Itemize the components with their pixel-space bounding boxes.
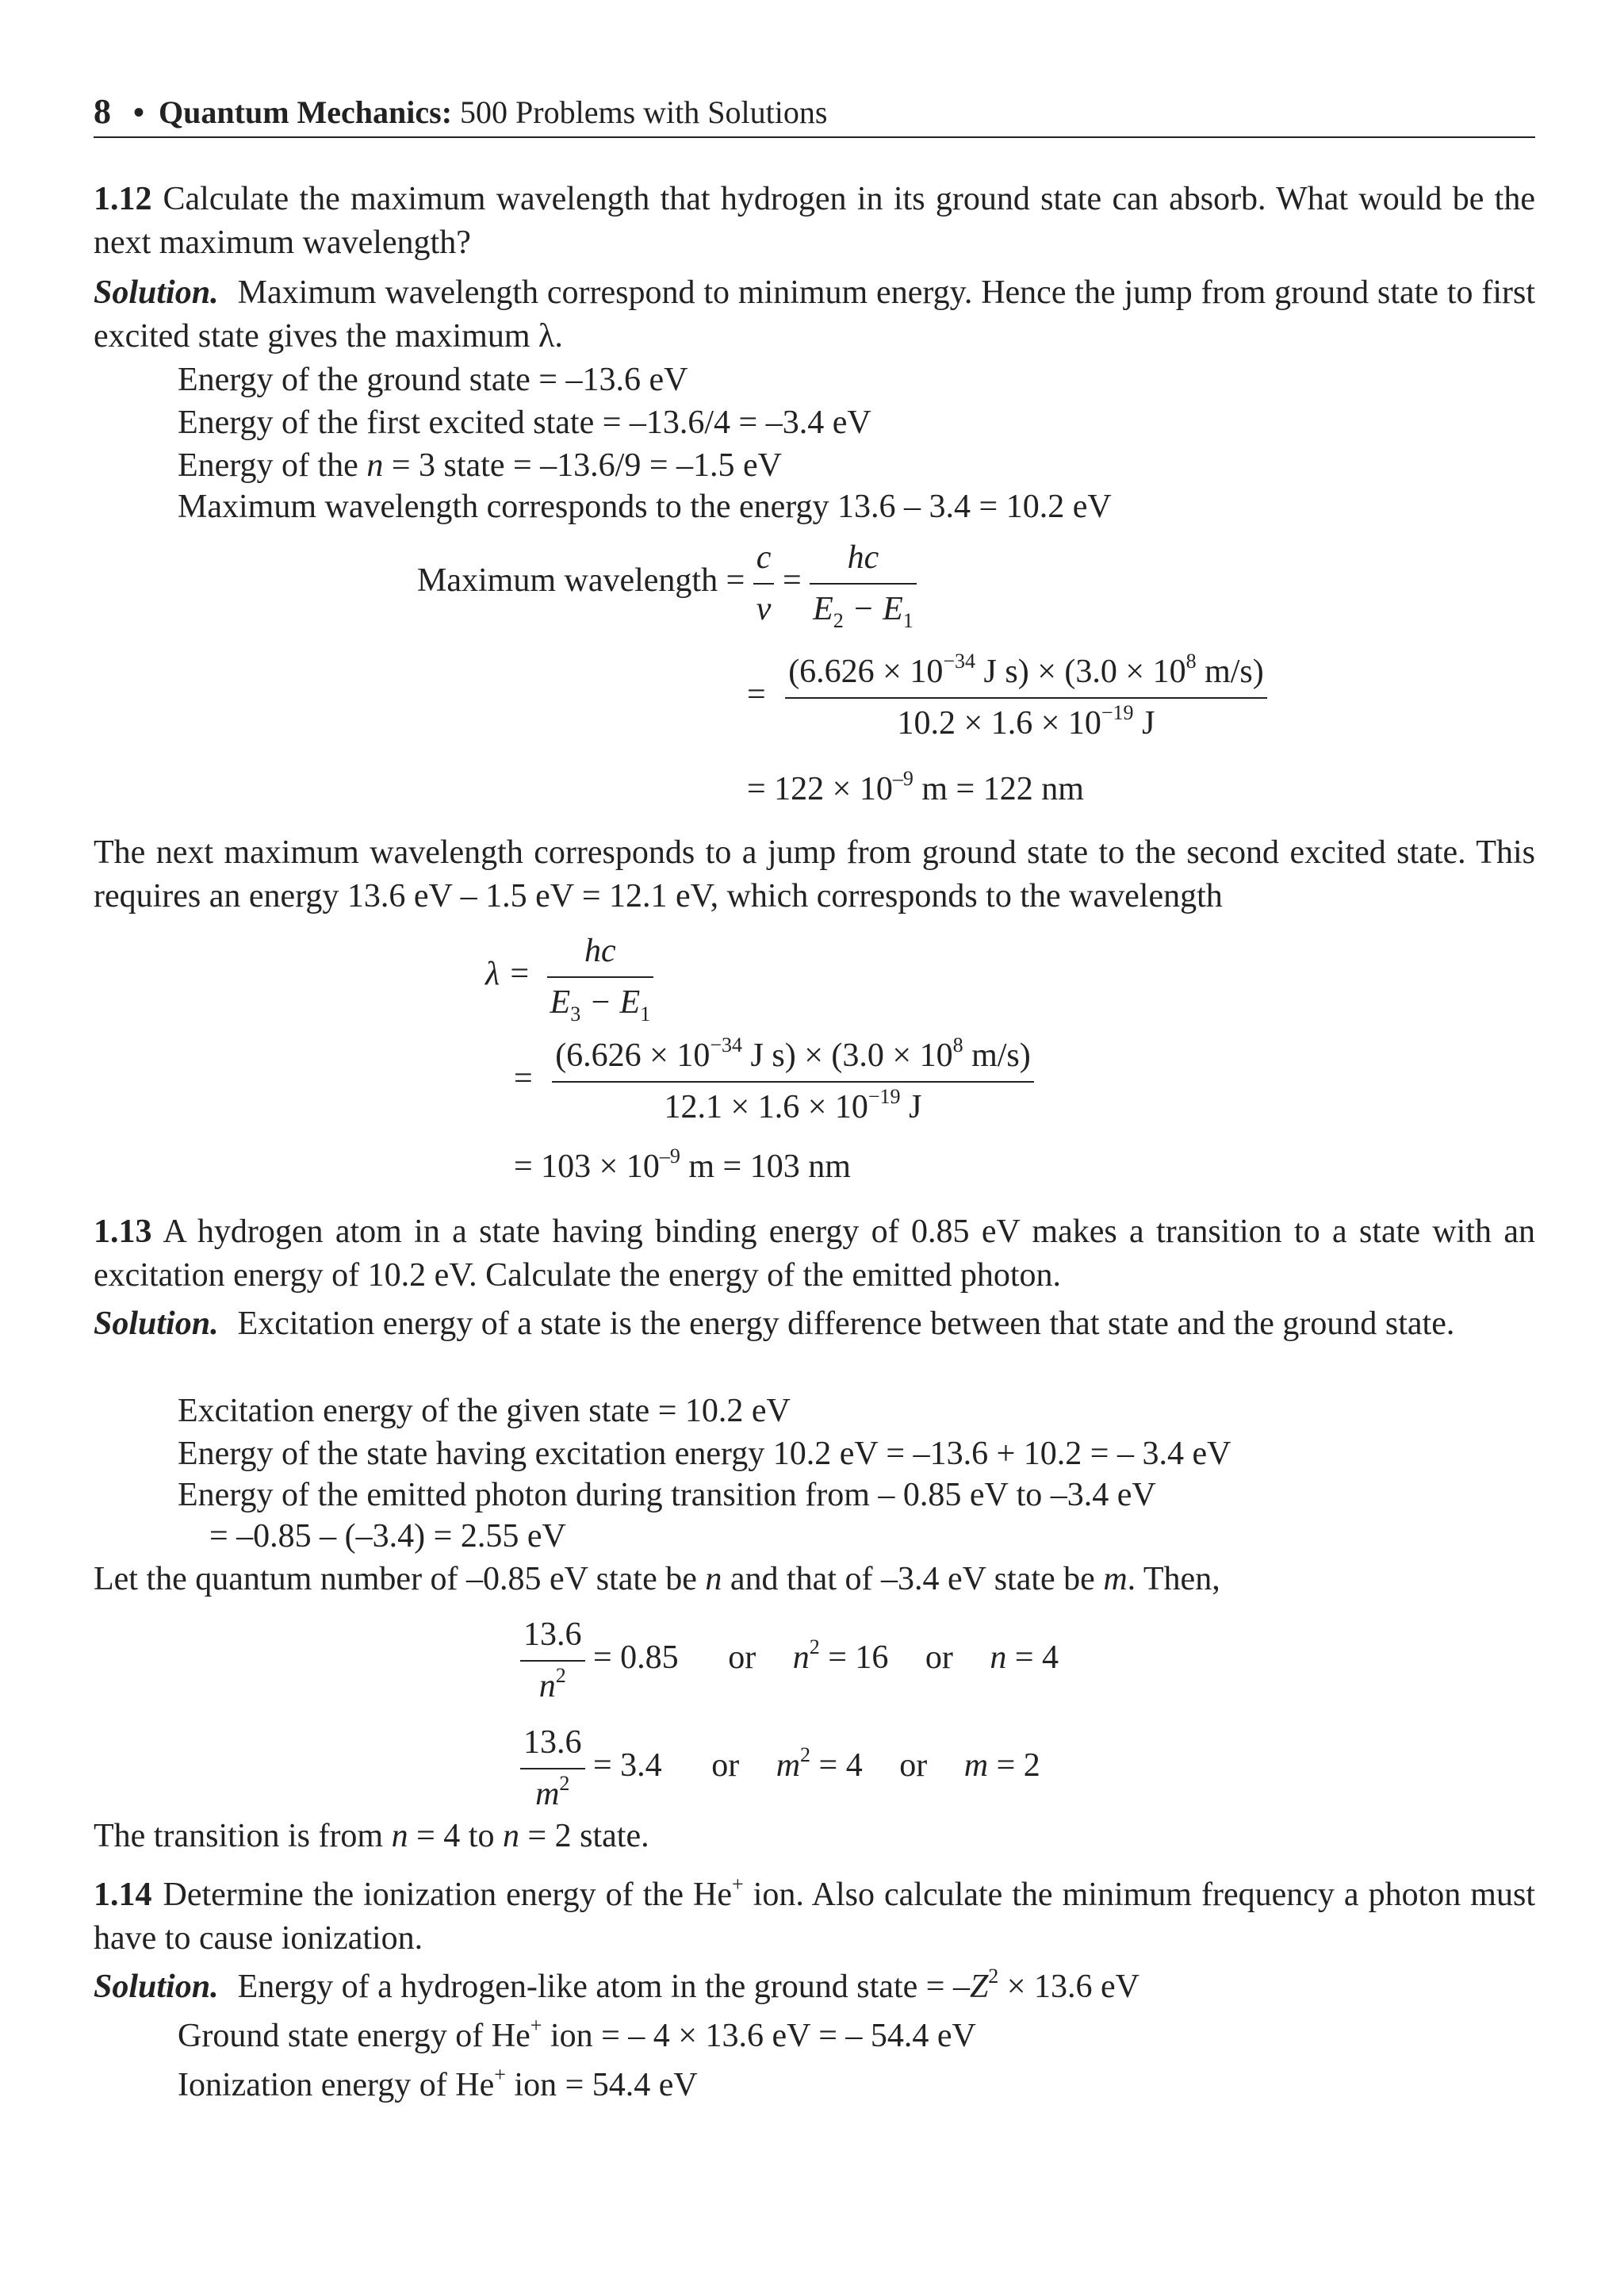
header-bullet: • bbox=[133, 94, 145, 130]
solution-text: Excitation energy of a state is the energy difference between that state and the ground state. bbox=[237, 1305, 1455, 1342]
equation-m: $\frac{13.6}{m^2}$ = 3.4 or $m^2 = 4$ or m = 2 bbox=[520, 1721, 1040, 1815]
solution-line: Ionization energy of He+ ion = 54.4 eV bbox=[178, 2063, 698, 2103]
book-title-bold: Quantum Mechanics: bbox=[159, 94, 453, 130]
fraction: $\frac{(6.626 \times 10^{-34} J s) \times (3.0 \times 10^8 m/s)}{10.2 \times 1.6 \times 10^{-19} J}$ bbox=[785, 650, 1267, 745]
problem-1-12-solution bbox=[94, 271, 1535, 358]
problem-1-14-question: 1.14 Determine the ionization energy of the He+ ion. Also calculate the minimum frequency a photon must have to cause ionization. bbox=[94, 1873, 1535, 1957]
solution-line: = –0.85 – (–3.4) = 2.55 eV bbox=[209, 1518, 566, 1555]
problem-1-12-question bbox=[94, 178, 1535, 264]
equation-lambda: λ = $\frac{hc}{E_3 - E_1}$ bbox=[485, 930, 653, 1024]
equation-substitution: = $\frac{(6.626 \times 10^{-34} J s) \times (3.0 \times 10^8 m/s)}{12.1 \times 1.6 \times 10^{-19} J}$ bbox=[514, 1034, 1034, 1129]
equation-result: = $103 \times 10^{-9}$ m = 103 nm bbox=[514, 1144, 851, 1185]
fraction: $\frac{hc}{E_3 - E_1}$ bbox=[547, 930, 654, 1024]
solution-line: Energy of the state having excitation energy 10.2 eV = –13.6 + 10.2 = – 3.4 eV bbox=[178, 1436, 1231, 1472]
book-title-rest: 500 Problems with Solutions bbox=[460, 94, 828, 130]
equation-substitution: = $\frac{(6.626 \times 10^{-34} J s) \times (3.0 \times 10^8 m/s)}{10.2 \times 1.6 \times 10^{-19} J}$ bbox=[747, 650, 1267, 745]
equation-max-wavelength: Maximum wavelength = $\frac{c}{\nu}$ = $\frac{hc}{E_2 - E_1}$ bbox=[417, 536, 917, 631]
question-text: A hydrogen atom in a state having binding energy of 0.85 eV makes a transition to a state with an excitation energy of 10.2 eV. Calculate the energy of the emitted photon. bbox=[94, 1213, 1535, 1294]
page-number: 8 bbox=[94, 92, 111, 131]
problem-1-13-solution bbox=[94, 1302, 1535, 1346]
solution-label: Solution. bbox=[94, 1305, 219, 1342]
question-text: Calculate the maximum wavelength that hydrogen in its ground state can absorb. What would be the next maximum wavelength? bbox=[94, 181, 1535, 261]
fraction: $\frac{c}{\nu}$ bbox=[753, 536, 775, 631]
transition-text: The transition is from n = 4 to n = 2 state. bbox=[94, 1818, 649, 1854]
solution-line: Ground state energy of He+ ion = – 4 × 13.6 eV = – 54.4 eV bbox=[178, 2014, 976, 2054]
solution-line: Energy of the n = 3 state = –13.6/9 = –1.5 eV bbox=[178, 447, 782, 484]
fraction: $\frac{13.6}{m^2}$ bbox=[520, 1721, 585, 1815]
fraction: $\frac{(6.626 \times 10^{-34} J s) \times (3.0 \times 10^8 m/s)}{12.1 \times 1.6 \times 10^{-19} J}$ bbox=[552, 1034, 1034, 1129]
fraction: $\frac{hc}{E_2 - E_1}$ bbox=[810, 536, 917, 631]
solution-line: Energy of the emitted photon during transition from – 0.85 eV to –3.4 eV bbox=[178, 1477, 1156, 1513]
solution-line: Energy of the ground state = –13.6 eV bbox=[178, 362, 688, 398]
solution-label: Solution. bbox=[94, 1969, 219, 2005]
problem-1-14-solution: Solution. Energy of a hydrogen-like atom in the ground state = $-Z^2 \times 13.6$ eV bbox=[94, 1965, 1139, 2005]
problem-number: 1.13 bbox=[94, 1213, 152, 1250]
solution-text: Maximum wavelength correspond to minimum energy. Hence the jump from ground state to first excited state gives the maximum λ. bbox=[94, 274, 1535, 355]
problem-number: 1.12 bbox=[94, 181, 152, 217]
equation-result: = $122 \times 10^{-9}$ m = 122 nm bbox=[747, 767, 1084, 807]
problem-1-13-question bbox=[94, 1210, 1535, 1297]
next-wavelength-text: The next maximum wavelength corresponds to a jump from ground state to the second excited state. This requires an energy 13.6 eV – 1.5 eV = 12.1 eV, which corresponds to the wavelength bbox=[94, 834, 1535, 914]
running-header bbox=[94, 89, 827, 134]
problem-number: 1.14 bbox=[94, 1877, 152, 1913]
solution-line: Energy of the first excited state = –13.6/4 = –3.4 eV bbox=[178, 404, 871, 441]
fraction: $\frac{13.6}{n^2}$ bbox=[520, 1613, 585, 1708]
equation-n: $\frac{13.6}{n^2}$ = 0.85 or $n^2 = 16$ or n = 4 bbox=[520, 1613, 1059, 1708]
solution-line: Maximum wavelength corresponds to the energy 13.6 – 3.4 = 10.2 eV bbox=[178, 489, 1112, 525]
header-rule bbox=[94, 136, 1535, 138]
quantum-number-text: Let the quantum number of –0.85 eV state be n and that of –3.4 eV state be m. Then, bbox=[94, 1561, 1220, 1597]
solution-line: Excitation energy of the given state = 10.2 eV bbox=[178, 1393, 791, 1429]
solution-label: Solution. bbox=[94, 274, 219, 311]
